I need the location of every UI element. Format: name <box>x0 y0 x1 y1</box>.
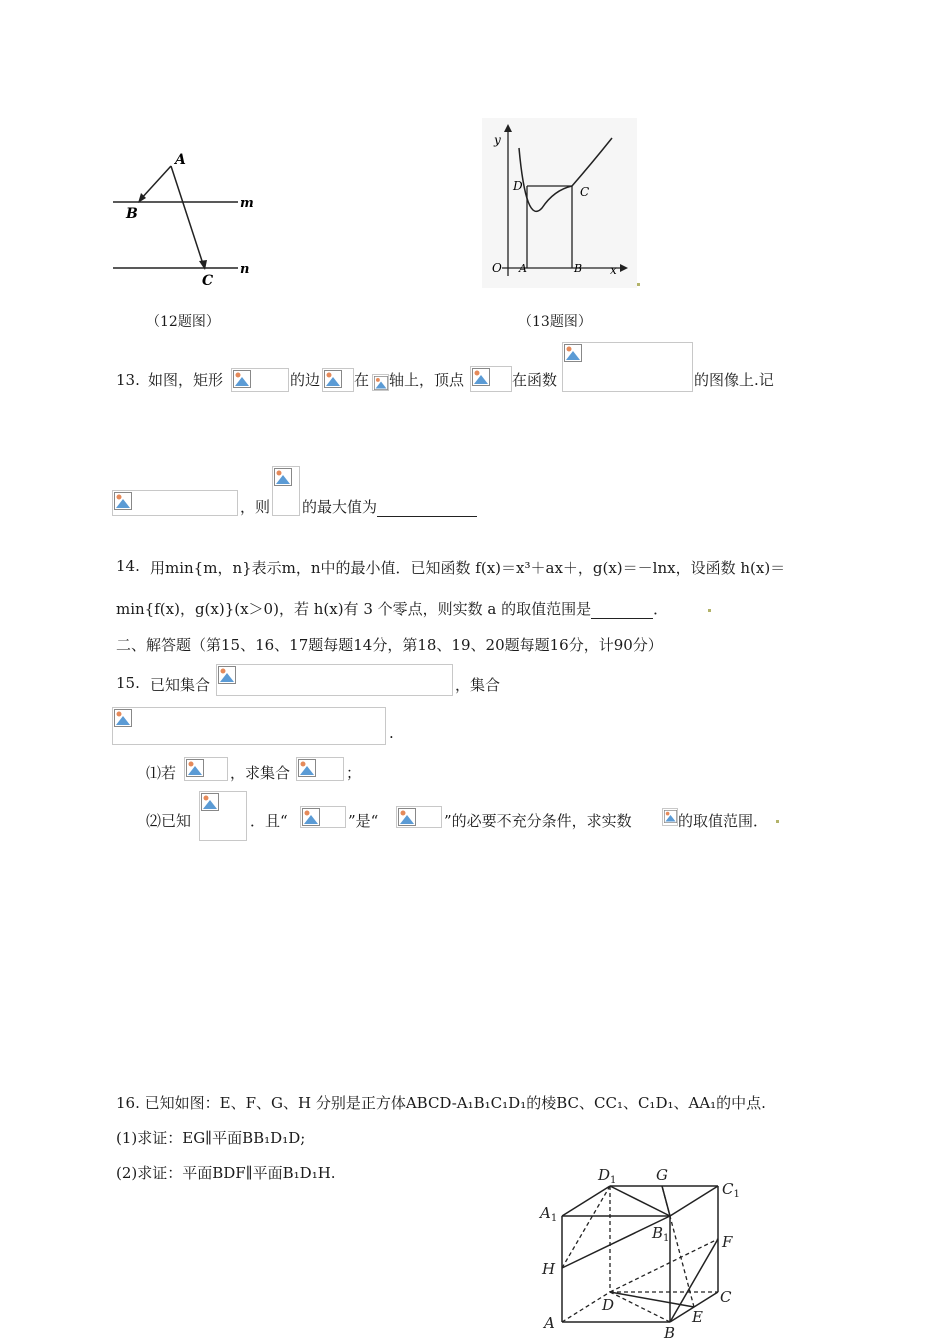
cube-label-D1 <box>597 1166 616 1186</box>
fig13-label-C: C <box>580 185 590 199</box>
image-placeholder-icon <box>472 368 490 386</box>
q15-part1-c: ； <box>346 764 362 782</box>
cube-sub: 1 <box>550 1213 558 1224</box>
q16-part2: (2)求证：平面BDF∥平面B₁D₁H. <box>116 1164 336 1182</box>
q16-line1: 16. 已知如图：E、F、G、H 分别是正方体ABCD-A₁B₁C₁D₁的棱BC、CC₁、C₁D₁、AA₁的中点. <box>116 1094 766 1112</box>
image-placeholder-icon <box>114 492 132 510</box>
q15-text-2: ，集合 <box>455 676 501 694</box>
cube-label-D: D <box>602 1296 615 1314</box>
cube-label-A1-main: A <box>540 1204 551 1222</box>
cube-sub: 1 <box>610 1175 617 1186</box>
q15-part1-b: ，求集合 <box>230 764 291 782</box>
cube-label-D1-main: D <box>598 1166 611 1184</box>
image-placeholder-icon <box>298 759 316 777</box>
q14-line1: 用min{m，n}表示m，n中的最小值．已知函数 f(x)＝x³＋ax＋，g(x)＝－lnx，设函数 h(x)＝ <box>150 559 786 577</box>
q13-var-image <box>272 466 300 516</box>
fig13-label-y: y <box>494 133 501 147</box>
q15-number: 15. <box>116 674 140 692</box>
fig13-label-A: A <box>519 262 527 275</box>
cube-label-E: E <box>692 1308 703 1326</box>
section-2-heading: 二、解答题（第15、16、17题每题14分，第18、19、20题每题16分，计90分） <box>116 636 663 654</box>
cube-label-B1-main: B <box>652 1224 664 1242</box>
q15-set-b-image <box>112 707 386 745</box>
q15-part2-e: 的取值范围． <box>678 812 769 830</box>
q15-part1-cond-image <box>184 757 228 781</box>
fig13-label-D: D <box>513 179 523 193</box>
q13-text-4: 轴上，顶点 <box>389 371 465 389</box>
image-placeholder-icon <box>233 370 251 388</box>
image-placeholder-icon <box>398 808 416 826</box>
fig12-label-C: C <box>202 273 214 289</box>
image-placeholder-icon <box>201 793 219 811</box>
q15-part1-set-image <box>296 757 344 781</box>
q13-text-1: 如图，矩形 <box>148 371 224 389</box>
cube-label-H: H <box>542 1260 556 1278</box>
q13-vertex-image <box>470 366 512 392</box>
q13-function-image <box>562 342 693 392</box>
fig12-label-A: A <box>175 152 186 168</box>
q15-part2-d: ”的必要不充分条件，求实数 <box>444 812 632 830</box>
figure-12-caption: （12题图） <box>146 314 220 330</box>
q13-rect-image <box>231 368 289 392</box>
q13-text-8 <box>302 496 477 517</box>
figure-12 <box>108 148 268 293</box>
q13-text-3: 在 <box>354 371 370 389</box>
q15-part2-b: ．且“ <box>250 812 288 830</box>
q14-number: 14. <box>116 557 140 575</box>
cube-label-A: A <box>544 1314 555 1332</box>
q16-part1: (1)求证：EG∥平面BB₁D₁D; <box>116 1129 306 1147</box>
q13-axis-image <box>372 374 389 391</box>
q14-answer-blank[interactable] <box>591 604 653 619</box>
cube-sub: 1 <box>733 1189 740 1200</box>
image-placeholder-icon <box>564 344 582 362</box>
q13-edge-image <box>322 368 354 392</box>
cube-figure <box>530 1160 750 1342</box>
q15-part2-q-image <box>396 806 442 828</box>
q15-part2-p-image <box>300 806 346 828</box>
figure-13-caption: （13题图） <box>518 314 592 330</box>
image-placeholder-icon <box>114 709 132 727</box>
q13-max-label: 的最大值为 <box>302 498 378 516</box>
q14-line2 <box>116 598 668 619</box>
stray-dot <box>708 609 711 612</box>
q15-part2-cond-image <box>199 791 247 841</box>
fig12-label-m: m <box>240 196 254 211</box>
q15-part2-a: ⑵已知 <box>146 812 192 830</box>
stray-dot <box>776 820 779 823</box>
cube-label-B: B <box>664 1324 676 1342</box>
cube-sub: 1 <box>663 1233 670 1244</box>
q13-expression-image <box>112 490 238 516</box>
fig12-label-B: B <box>126 206 138 222</box>
image-placeholder-icon <box>302 808 320 826</box>
image-placeholder-icon <box>218 666 236 684</box>
image-placeholder-icon <box>664 810 677 823</box>
q13-text-5: 在函数 <box>512 371 558 389</box>
q15-part2-c: ”是“ <box>348 812 379 830</box>
q14-line2-end: ． <box>653 600 669 618</box>
cube-label-C1-main: C <box>722 1180 734 1198</box>
cube-label-G: G <box>656 1166 668 1184</box>
cube-label-B1 <box>651 1224 669 1244</box>
stray-dot <box>637 283 640 286</box>
image-placeholder-icon <box>274 468 292 486</box>
image-placeholder-icon <box>186 759 204 777</box>
cube-label-A1 <box>538 1204 557 1224</box>
q15-part1-a: ⑴若 <box>146 764 177 782</box>
fig12-label-n: n <box>240 262 250 277</box>
q15-text-3: . <box>389 724 394 742</box>
fig13-label-x: x <box>610 263 617 277</box>
fig13-label-O: O <box>492 261 502 275</box>
cube-label-C1 <box>722 1180 740 1200</box>
q13-text-6: 的图像上.记 <box>694 371 774 389</box>
q14-line2-text: min{f(x)，g(x)}(x＞0)，若 h(x)有 3 个零点，则实数 a 的取值范围是 <box>116 600 592 618</box>
q13-text-7: ，则 <box>240 498 271 516</box>
q15-set-a-image <box>216 664 453 696</box>
image-placeholder-icon <box>324 370 342 388</box>
fig13-label-B: B <box>574 262 583 275</box>
cube-label-F: F <box>722 1233 733 1251</box>
q15-part2-var-image <box>662 808 678 826</box>
q15-text-1: 已知集合 <box>150 676 211 694</box>
q13-number: 13. <box>116 371 140 389</box>
image-placeholder-icon <box>374 376 388 390</box>
q13-answer-blank[interactable] <box>377 502 477 517</box>
q13-text-2: 的边 <box>290 371 321 389</box>
figure-13 <box>482 118 637 288</box>
cube-label-C: C <box>720 1288 732 1306</box>
